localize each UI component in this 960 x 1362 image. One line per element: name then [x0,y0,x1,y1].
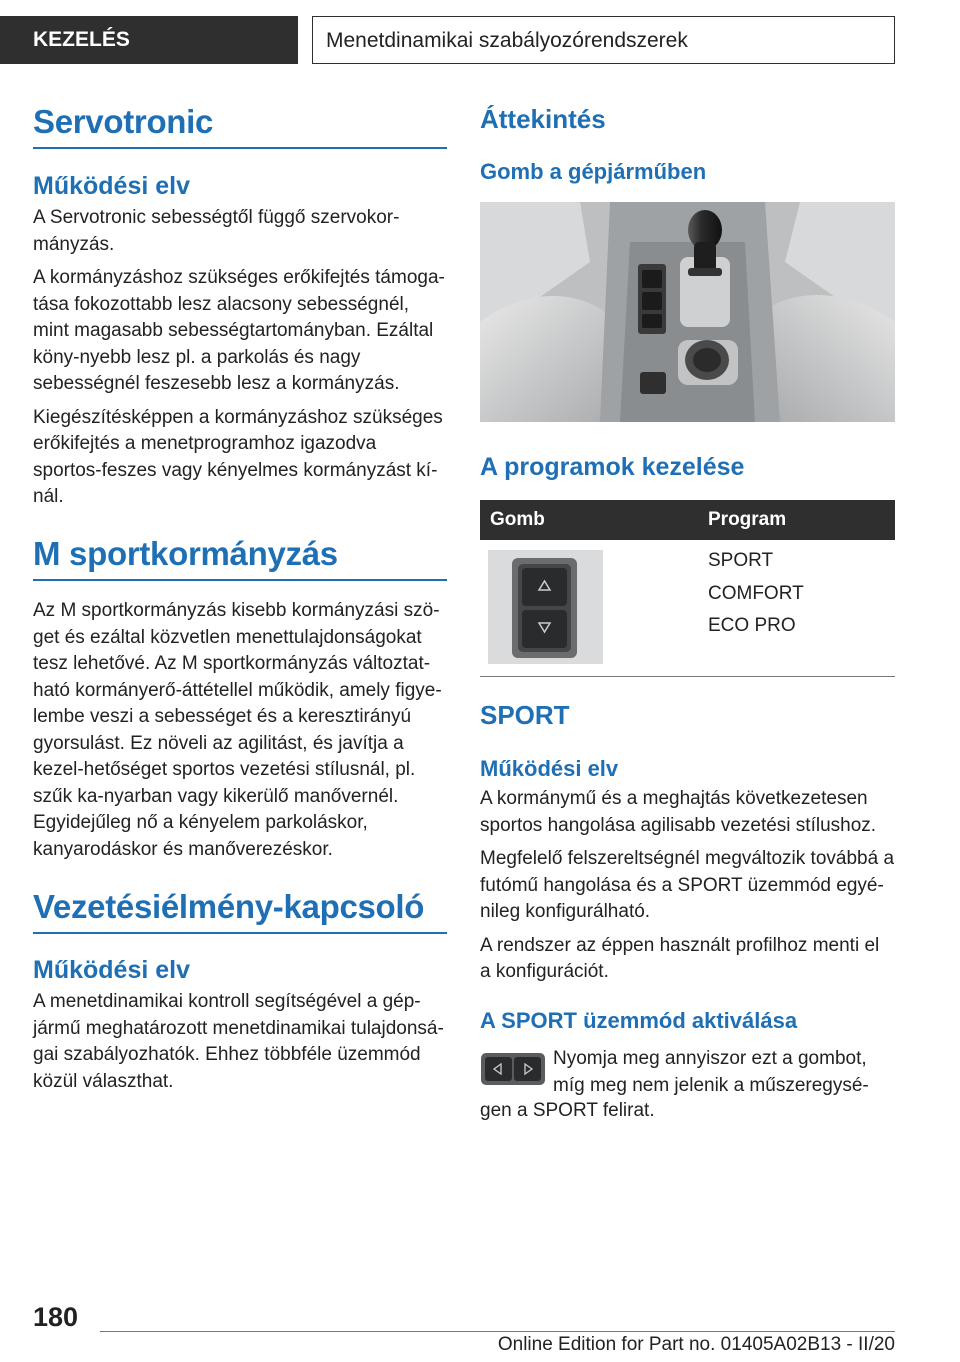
overview-section [480,104,895,185]
programs-table-header [480,500,895,540]
program-item: COMFORT [708,582,804,604]
console-illustration [480,202,895,422]
heading-driving-switch: Vezetésiélmény-kapcsoló [33,888,447,934]
switch-button-image [488,550,603,664]
col-header-program: Program [708,509,787,530]
paragraph: Megfelelő felszereltségnél megváltozik továbbá a futómű hangolása és a SPORT üzemmód egyé-nileg konfigurálható. [480,848,895,922]
program-item: SPORT [708,550,774,571]
heading-servotronic: Servotronic [33,103,447,149]
rocker-switch-icon [488,550,603,664]
paragraph: Nyomja meg annyiszor ezt a gombot, míg meg nem jelenik a műszeregysé- [553,1048,869,1096]
footer-rule [100,1331,895,1332]
heading-sport: SPORT [480,700,570,730]
console-photo [480,202,895,422]
section-tab: KEZELÉS [0,16,298,64]
paragraph: A rendszer az éppen használt profilhoz menti el a konfigurációt. [480,934,880,982]
page-number: 180 [33,1302,79,1332]
subheading-principle: Működési elv [480,756,619,781]
paragraph: A kormányzáshoz szükséges erőkifejtés támoga-tása fokozottabb lesz alacsony sebességnél, mint magasabb sebességtartományban. Ezáltal köny-nyebb lesz pl. a parkolás és nagy sebességnél feszesebb lesz a kormányzás. [33,267,445,394]
col-header-button: Gomb [490,509,545,530]
heading-programs: A programok kezelése [480,453,745,481]
chapter-title: Menetdinamikai szabályozórendszerek [312,16,895,64]
paragraph: Az M sportkormányzás kisebb kormányzási szö-get és ezáltal közvetlen menettulajdonságokat tesz lehetővé. Az M sportkormányzás változtat-ható kormányerő-áttétellel működik, amely figye-lembe veszi a sebességet és a keresztirányú gyorsulást. Ez növeli az agilitást, és javítja a kezel-hetőséget sportos vezetési stílusnál, pl. szűk ka-nyarban vagy kikerülő manővernél. Egyidejűleg nő a kényelem parkoláskor, kanyarodáskor és manőverezéskor. [33,600,442,860]
paragraph: gen a SPORT felirat. [480,1100,655,1121]
servotronic-body [33,172,447,511]
programs-section [480,453,895,482]
subheading-principle: Működési elv [33,172,190,200]
switch-section [33,888,447,1095]
msport-section [33,535,447,863]
paragraph: Kiegészítésképpen a kormányzáshoz szükséges erőkifejtés a menetprogramhoz igazodva sportos-feszes vagy kényelmes kormányzást kí-nál. [33,406,443,507]
activate-text-cont [480,1098,895,1125]
activate-text [553,1046,895,1099]
program-list [708,545,895,643]
paragraph: A kormánymű és a meghajtás következetesen sportos hangolása agilisabb vezetési stílushoz. [480,788,877,836]
paragraph: A menetdinamikai kontroll segítségével a gép-jármű meghatározott menetdinamikai tulajdonsá-gai szabályozhatók. Ehhez többféle üzemmód közül választhat. [33,991,444,1092]
subheading-activate-sport: A SPORT üzemmód aktiválása [480,1007,798,1033]
table-bottom-rule [480,676,895,677]
sport-section [480,700,895,1034]
subheading-button-in-car: Gomb a gépjárműben [480,159,707,184]
subheading-principle: Működési elv [33,956,190,984]
program-item: ECO PRO [708,615,796,636]
paragraph: A Servotronic sebességtől függő szervokor-mányzás. [33,207,400,255]
heading-msport: M sportkormányzás [33,535,447,581]
servotronic-section [33,103,447,149]
sport-switch-icon [480,1052,546,1086]
edition-text: Online Edition for Part no. 01405A02B13 - II/20 [497,1334,895,1355]
heading-overview: Áttekintés [480,104,606,134]
